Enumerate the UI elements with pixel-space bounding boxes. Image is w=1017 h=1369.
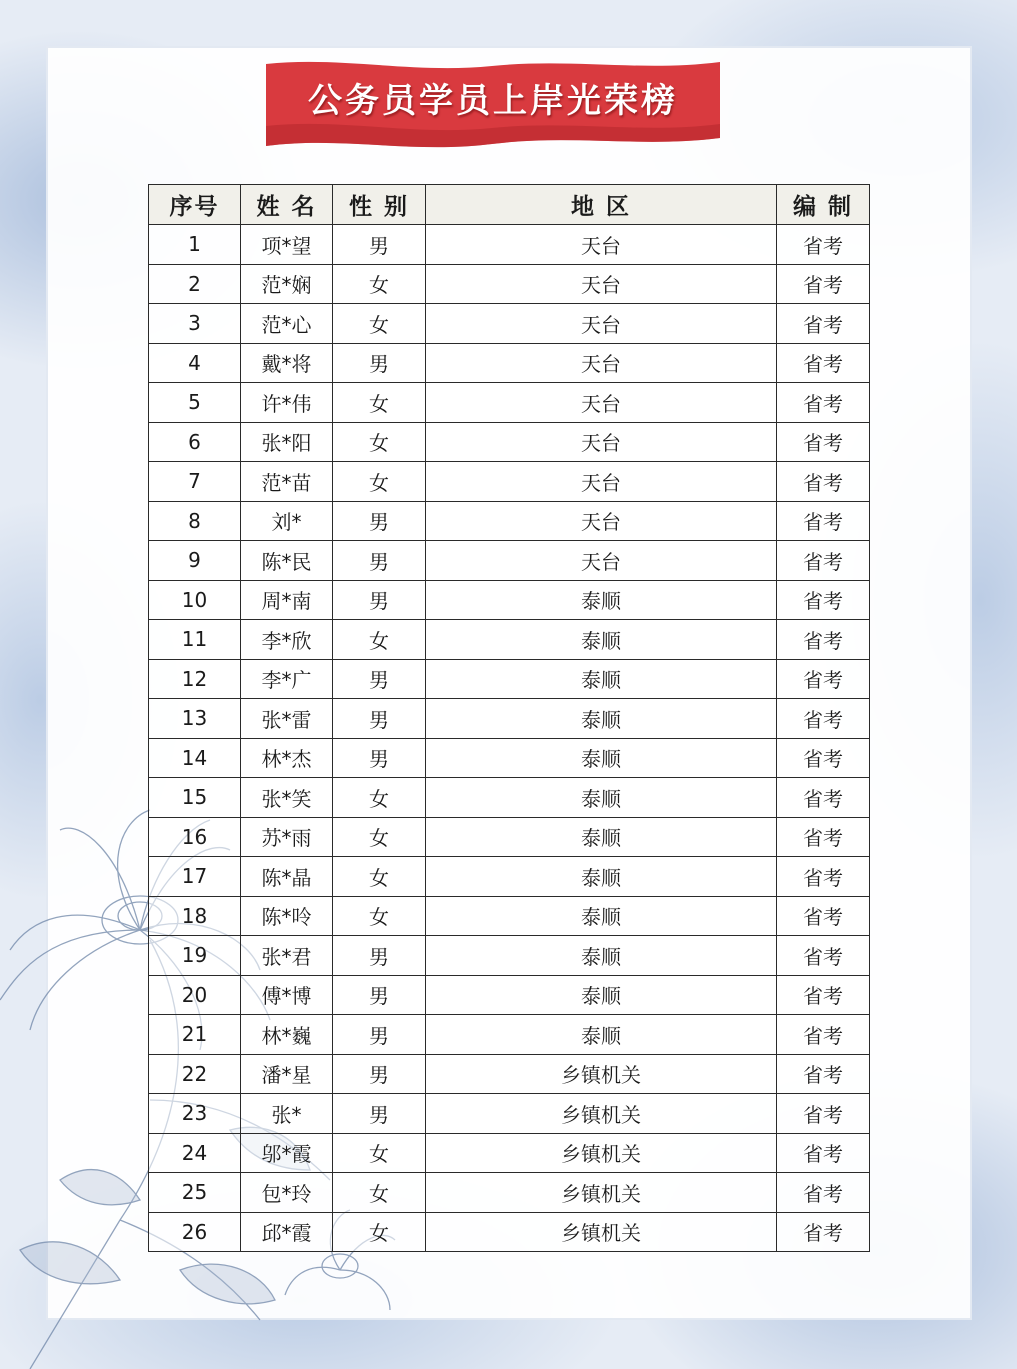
cell-gender: 男 xyxy=(333,1015,426,1055)
cell-region: 泰顺 xyxy=(426,738,777,778)
cell-gender: 女 xyxy=(333,462,426,502)
table-row xyxy=(149,778,870,818)
cell-region: 天台 xyxy=(426,264,777,304)
cell-region: 泰顺 xyxy=(426,778,777,818)
cell-region: 乡镇机关 xyxy=(426,1094,777,1134)
cell-region: 乡镇机关 xyxy=(426,1133,777,1173)
cell-gender: 男 xyxy=(333,659,426,699)
table-row xyxy=(149,738,870,778)
cell-number: 10 xyxy=(149,580,241,620)
cell-name: 邬*霞 xyxy=(241,1133,333,1173)
table-row xyxy=(149,422,870,462)
table-row xyxy=(149,264,870,304)
cell-type: 省考 xyxy=(777,225,870,265)
cell-gender: 女 xyxy=(333,620,426,660)
header-gender: 性 别 xyxy=(333,185,426,225)
cell-gender: 男 xyxy=(333,1094,426,1134)
table-row xyxy=(149,304,870,344)
table-row xyxy=(149,1015,870,1055)
cell-name: 范*心 xyxy=(241,304,333,344)
cell-type: 省考 xyxy=(777,896,870,936)
cell-type: 省考 xyxy=(777,343,870,383)
cell-gender: 男 xyxy=(333,580,426,620)
cell-type: 省考 xyxy=(777,580,870,620)
table-row xyxy=(149,936,870,976)
table-row xyxy=(149,817,870,857)
cell-name: 李*欣 xyxy=(241,620,333,660)
cell-region: 泰顺 xyxy=(426,620,777,660)
table-row xyxy=(149,383,870,423)
cell-name: 陈*晶 xyxy=(241,857,333,897)
cell-number: 14 xyxy=(149,738,241,778)
cell-number: 20 xyxy=(149,975,241,1015)
cell-name: 项*望 xyxy=(241,225,333,265)
cell-number: 21 xyxy=(149,1015,241,1055)
cell-gender: 男 xyxy=(333,541,426,581)
cell-number: 2 xyxy=(149,264,241,304)
header-number: 序号 xyxy=(149,185,241,225)
cell-type: 省考 xyxy=(777,817,870,857)
cell-type: 省考 xyxy=(777,264,870,304)
cell-region: 泰顺 xyxy=(426,896,777,936)
cell-number: 4 xyxy=(149,343,241,383)
cell-name: 张*阳 xyxy=(241,422,333,462)
cell-gender: 女 xyxy=(333,264,426,304)
cell-gender: 女 xyxy=(333,896,426,936)
cell-gender: 女 xyxy=(333,857,426,897)
cell-number: 9 xyxy=(149,541,241,581)
cell-name: 周*南 xyxy=(241,580,333,620)
cell-number: 11 xyxy=(149,620,241,660)
cell-type: 省考 xyxy=(777,738,870,778)
header-type: 编 制 xyxy=(777,185,870,225)
cell-type: 省考 xyxy=(777,501,870,541)
table-row xyxy=(149,501,870,541)
cell-name: 张*雷 xyxy=(241,699,333,739)
cell-gender: 男 xyxy=(333,699,426,739)
cell-region: 泰顺 xyxy=(426,817,777,857)
cell-number: 19 xyxy=(149,936,241,976)
cell-number: 5 xyxy=(149,383,241,423)
cell-name: 刘* xyxy=(241,501,333,541)
cell-region: 乡镇机关 xyxy=(426,1212,777,1252)
cell-number: 18 xyxy=(149,896,241,936)
cell-region: 泰顺 xyxy=(426,1015,777,1055)
cell-region: 泰顺 xyxy=(426,857,777,897)
table-row xyxy=(149,580,870,620)
cell-name: 张* xyxy=(241,1094,333,1134)
cell-gender: 女 xyxy=(333,383,426,423)
cell-name: 林*杰 xyxy=(241,738,333,778)
cell-number: 3 xyxy=(149,304,241,344)
cell-gender: 男 xyxy=(333,225,426,265)
cell-gender: 女 xyxy=(333,304,426,344)
cell-name: 潘*星 xyxy=(241,1054,333,1094)
cell-type: 省考 xyxy=(777,936,870,976)
cell-type: 省考 xyxy=(777,1015,870,1055)
cell-name: 李*广 xyxy=(241,659,333,699)
cell-name: 张*笑 xyxy=(241,778,333,818)
cell-type: 省考 xyxy=(777,1212,870,1252)
cell-gender: 女 xyxy=(333,1133,426,1173)
cell-region: 乡镇机关 xyxy=(426,1173,777,1213)
cell-type: 省考 xyxy=(777,383,870,423)
cell-number: 16 xyxy=(149,817,241,857)
honor-roll-table xyxy=(148,184,870,1252)
table-row xyxy=(149,1173,870,1213)
table-row xyxy=(149,1133,870,1173)
cell-type: 省考 xyxy=(777,857,870,897)
cell-type: 省考 xyxy=(777,462,870,502)
cell-region: 泰顺 xyxy=(426,699,777,739)
cell-type: 省考 xyxy=(777,778,870,818)
header-name: 姓 名 xyxy=(241,185,333,225)
cell-type: 省考 xyxy=(777,1173,870,1213)
cell-region: 乡镇机关 xyxy=(426,1054,777,1094)
cell-gender: 男 xyxy=(333,936,426,976)
cell-region: 天台 xyxy=(426,304,777,344)
table-row xyxy=(149,857,870,897)
cell-gender: 女 xyxy=(333,1173,426,1213)
table-row xyxy=(149,620,870,660)
cell-number: 6 xyxy=(149,422,241,462)
cell-name: 范*娴 xyxy=(241,264,333,304)
cell-number: 17 xyxy=(149,857,241,897)
cell-name: 陈*民 xyxy=(241,541,333,581)
header-region: 地 区 xyxy=(426,185,777,225)
table-row xyxy=(149,659,870,699)
cell-number: 1 xyxy=(149,225,241,265)
table-row xyxy=(149,699,870,739)
cell-number: 22 xyxy=(149,1054,241,1094)
table-row xyxy=(149,541,870,581)
cell-type: 省考 xyxy=(777,541,870,581)
cell-name: 许*伟 xyxy=(241,383,333,423)
cell-number: 8 xyxy=(149,501,241,541)
cell-number: 23 xyxy=(149,1094,241,1134)
table-body xyxy=(149,225,870,1252)
cell-region: 天台 xyxy=(426,462,777,502)
cell-type: 省考 xyxy=(777,620,870,660)
cell-type: 省考 xyxy=(777,1054,870,1094)
cell-number: 26 xyxy=(149,1212,241,1252)
cell-type: 省考 xyxy=(777,422,870,462)
table-header-row xyxy=(149,185,870,225)
cell-gender: 女 xyxy=(333,1212,426,1252)
cell-type: 省考 xyxy=(777,699,870,739)
cell-region: 泰顺 xyxy=(426,936,777,976)
cell-name: 范*苗 xyxy=(241,462,333,502)
cell-region: 泰顺 xyxy=(426,580,777,620)
cell-name: 陈*呤 xyxy=(241,896,333,936)
cell-region: 天台 xyxy=(426,343,777,383)
cell-gender: 男 xyxy=(333,343,426,383)
cell-number: 7 xyxy=(149,462,241,502)
cell-region: 泰顺 xyxy=(426,659,777,699)
table-row xyxy=(149,896,870,936)
cell-gender: 女 xyxy=(333,817,426,857)
cell-number: 15 xyxy=(149,778,241,818)
cell-region: 天台 xyxy=(426,225,777,265)
cell-region: 泰顺 xyxy=(426,975,777,1015)
cell-name: 张*君 xyxy=(241,936,333,976)
table-row xyxy=(149,225,870,265)
cell-gender: 男 xyxy=(333,738,426,778)
table-row xyxy=(149,1054,870,1094)
cell-region: 天台 xyxy=(426,501,777,541)
cell-number: 13 xyxy=(149,699,241,739)
cell-gender: 女 xyxy=(333,422,426,462)
cell-type: 省考 xyxy=(777,1133,870,1173)
cell-type: 省考 xyxy=(777,659,870,699)
table-row xyxy=(149,343,870,383)
cell-name: 邱*霞 xyxy=(241,1212,333,1252)
cell-region: 天台 xyxy=(426,541,777,581)
page-title: 公务员学员上岸光荣榜 xyxy=(308,81,678,121)
cell-type: 省考 xyxy=(777,975,870,1015)
cell-region: 天台 xyxy=(426,383,777,423)
cell-gender: 男 xyxy=(333,501,426,541)
cell-number: 24 xyxy=(149,1133,241,1173)
cell-gender: 男 xyxy=(333,975,426,1015)
cell-gender: 女 xyxy=(333,778,426,818)
cell-region: 天台 xyxy=(426,422,777,462)
cell-name: 林*巍 xyxy=(241,1015,333,1055)
cell-number: 12 xyxy=(149,659,241,699)
cell-gender: 男 xyxy=(333,1054,426,1094)
table-row xyxy=(149,975,870,1015)
cell-name: 苏*雨 xyxy=(241,817,333,857)
table-row xyxy=(149,1212,870,1252)
cell-name: 戴*将 xyxy=(241,343,333,383)
cell-name: 傅*博 xyxy=(241,975,333,1015)
cell-name: 包*玲 xyxy=(241,1173,333,1213)
cell-type: 省考 xyxy=(777,304,870,344)
table-row xyxy=(149,1094,870,1134)
cell-type: 省考 xyxy=(777,1094,870,1134)
table-row xyxy=(149,462,870,502)
cell-number: 25 xyxy=(149,1173,241,1213)
